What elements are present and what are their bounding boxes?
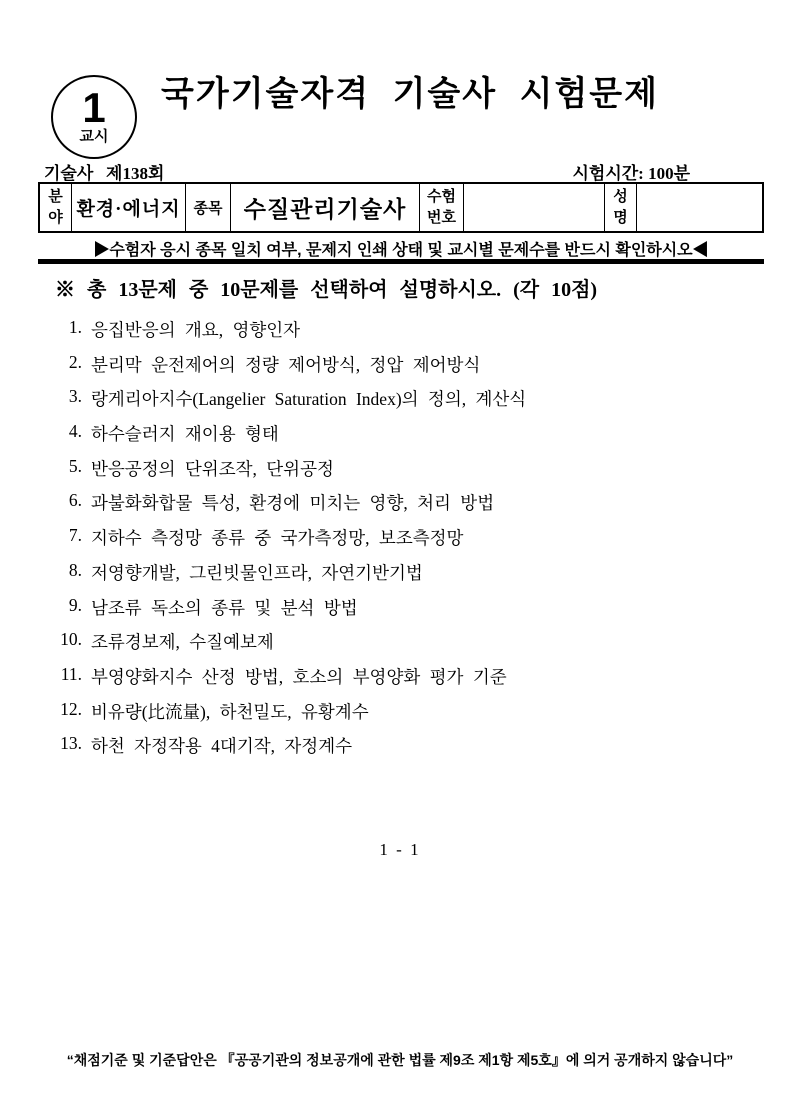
question-number: 4.	[68, 421, 82, 442]
question-number: 10.	[60, 629, 82, 650]
question-text: 랑게리아지수(Langelier Saturation Index)의 정의, 계산식	[91, 389, 527, 410]
answer-instruction: ※ 총 13문제 중 10문제를 선택하여 설명하시오. (각 10점)	[55, 279, 598, 301]
candidate-info-table	[38, 182, 764, 233]
question-text: 응집반응의 개요, 영향인자	[91, 320, 301, 340]
exam-series: 기술사 제138회	[44, 164, 165, 183]
question-number: 3.	[68, 386, 82, 407]
question-text: 저영향개발, 그린빗물인프라, 자연기반기법	[91, 562, 423, 583]
question-item	[46, 386, 526, 409]
question-item	[46, 733, 526, 756]
question-item	[46, 699, 526, 722]
question-number: 9.	[68, 594, 82, 615]
question-item	[46, 595, 526, 618]
verification-notice: ▶수험자 응시 종목 일치 여부, 문제지 인쇄 상태 및 교시별 문제수를 반드시 확인하시오◀	[93, 242, 709, 259]
question-number: 12.	[60, 698, 82, 719]
question-number: 6.	[68, 490, 82, 511]
question-list	[46, 317, 526, 768]
session-number: 1	[82, 84, 106, 131]
question-item	[46, 664, 526, 687]
page-number: 1 - 1	[379, 840, 421, 859]
page-title: 국가기술자격 기술사 시험문제	[161, 76, 659, 113]
question-number: 1.	[68, 317, 82, 337]
question-text: 하수슬러지 재이용 형태	[91, 424, 279, 445]
field-value: 환경·에너지	[72, 184, 186, 231]
question-text: 비유량(比流量), 하천밀도, 유황계수	[91, 701, 369, 722]
name-label: 성명	[605, 184, 637, 231]
exam-duration: 시험시간: 100분	[572, 164, 690, 183]
name-field[interactable]	[637, 184, 762, 231]
category-value: 수질관리기술사	[231, 184, 420, 231]
question-text: 반응공정의 단위조작, 단위공정	[91, 458, 334, 479]
question-item	[46, 629, 526, 652]
question-number: 5.	[68, 455, 82, 476]
question-text: 조류경보제, 수질예보제	[91, 632, 274, 653]
question-item	[46, 352, 526, 375]
question-item	[46, 525, 526, 548]
question-number: 13.	[60, 733, 82, 754]
question-text: 남조류 독소의 종류 및 분석 방법	[91, 597, 358, 618]
question-number: 7.	[68, 525, 82, 546]
disclosure-footer: “채점기준 및 기준답안은 『공공기관의 정보공개에 관한 법률 제9조 제1항 제5호』에 의거 공개하지 않습니다”	[66, 1052, 734, 1068]
category-label: 종목	[186, 184, 231, 231]
question-item	[46, 490, 526, 513]
question-number: 8.	[68, 559, 82, 580]
question-number: 2.	[68, 351, 82, 372]
question-item	[46, 456, 526, 479]
question-text: 하천 자정작용 4대기작, 자정계수	[91, 736, 353, 757]
question-item	[46, 560, 526, 583]
question-text: 분리막 운전제어의 정량 제어방식, 정압 제어방식	[91, 354, 481, 375]
exam-number-field[interactable]	[464, 184, 605, 231]
thick-divider-rule	[38, 259, 764, 264]
session-label: 교시	[79, 128, 109, 145]
question-item	[46, 317, 526, 340]
exam-number-label: 수험번호	[420, 184, 464, 231]
question-number: 11.	[60, 663, 82, 684]
question-text: 지하수 측정망 종류 중 국가측정망, 보조측정망	[91, 528, 464, 549]
question-text: 부영양화지수 산정 방법, 호소의 부영양화 평가 기준	[91, 666, 507, 687]
question-text: 과불화화합물 특성, 환경에 미치는 영향, 처리 방법	[91, 493, 495, 514]
session-badge	[51, 75, 137, 159]
exam-meta-row	[44, 159, 690, 184]
question-item	[46, 421, 526, 444]
field-label: 분야	[40, 184, 72, 231]
